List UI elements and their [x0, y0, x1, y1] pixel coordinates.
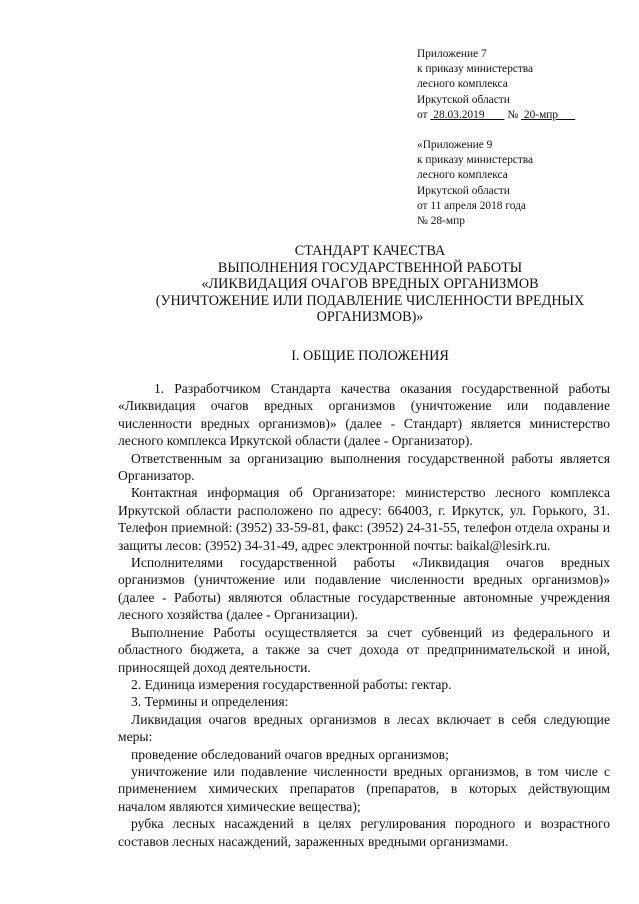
title-line-3: «ЛИКВИДАЦИЯ ОЧАГОВ ВРЕДНЫХ ОРГАНИЗМОВ [201, 276, 539, 292]
paragraph-4: Исполнителями государственной работы «Ликвидация очагов вредных организмов (уничтожение или подавление численности вредных организмов)» (далее - Работы) являются областные государственные автономные учреждения лесного хозяйства (далее - Организации). [118, 555, 610, 623]
paragraph-8: Ликвидация очагов вредных организмов в лесах включает в себя следующие меры: [118, 711, 610, 745]
paragraph-5: Выполнение Работы осуществляется за счет субвенций из федерального и областного бюджета, а также за счет дохода от предпринимательской и иной, приносящей доход деятельности. [118, 624, 610, 675]
annex-current-line-3: лесного комплекса [417, 78, 508, 91]
title-line-1: СТАНДАРТ КАЧЕСТВА [294, 243, 446, 259]
paragraph-7: 3. Термины и определения: [131, 694, 289, 710]
annex-current-line-2: к приказу министерства [417, 63, 534, 76]
annex-current-block [417, 47, 627, 123]
paragraph-9: проведение обследований очагов вредных организмов; [131, 746, 449, 762]
title-line-5: ОРГАНИЗМОВ)» [316, 309, 424, 325]
annex-previous-line-1: «Приложение 9 [417, 139, 493, 151]
annex-previous-line-2: к приказу министерства [417, 154, 534, 167]
paragraph-10: уничтожение или подавление численности вредных организмов, в том числе с применением химических препаратов (препаратов, в которых действующим началом являются химические вещества); [118, 763, 610, 814]
annex-current-date-prefix: от [417, 108, 428, 121]
paragraph-11: рубка лесных насаждений в целях регулирования породного и возрастного составов лесных насаждений, зараженных вредными организмами. [118, 816, 610, 849]
annex-current-line-1: Приложение 7 [417, 48, 487, 60]
section-heading: I. ОБЩИЕ ПОЛОЖЕНИЯ [291, 348, 449, 364]
annex-previous-line-5: от 11 апреля 2018 года [417, 199, 526, 212]
paragraph-3: Контактная информация об Организаторе: министерство лесного комплекса Иркутской области расположено по адресу: 664003, г. Иркутск, ул. Горького, 31. Телефон приемной: (3952) 33-59-81, факс: (3952) 24-31-55, телефон отдела охраны и защиты лесов: (3952) 34-31-49, адрес электронной почты: baikal@lesirk.ru. [118, 485, 610, 553]
annex-current-number: 20-мпр [523, 108, 559, 121]
title-line-4: (УНИЧТОЖЕНИЕ ИЛИ ПОДАВЛЕНИЕ ЧИСЛЕННОСТИ ВРЕДНЫХ [155, 292, 585, 309]
annex-previous-block [417, 138, 627, 229]
annex-current-number-sign: № [507, 108, 519, 121]
document-body [118, 380, 610, 850]
annex-current-date-line [417, 108, 627, 123]
annex-current-line-4: Иркутской области [417, 93, 510, 106]
document-title [110, 243, 630, 326]
title-line-2: ВЫПОЛНЕНИЯ ГОСУДАРСТВЕННОЙ РАБОТЫ [217, 259, 523, 276]
paragraph-1: 1. Разработчиком Стандарта качества оказания государственной работы «Ликвидация очагов вредных организмов (уничтожение или подавление численности вредных организмов)» (далее - Стандарт) является министерство лесного комплекса Иркутской области (далее - Организатор). [118, 381, 610, 449]
paragraph-6: 2. Единица измерения государственной работы: гектар. [131, 676, 452, 692]
annex-previous-line-6: № 28-мпр [417, 215, 465, 228]
annex-previous-line-4: Иркутской области [417, 184, 510, 197]
annex-previous-line-3: лесного комплекса [417, 169, 508, 182]
annex-current-date: 28.03.2019 [433, 108, 485, 121]
paragraph-2: Ответственным за организацию выполнения государственной работы является Организатор. [118, 450, 610, 484]
